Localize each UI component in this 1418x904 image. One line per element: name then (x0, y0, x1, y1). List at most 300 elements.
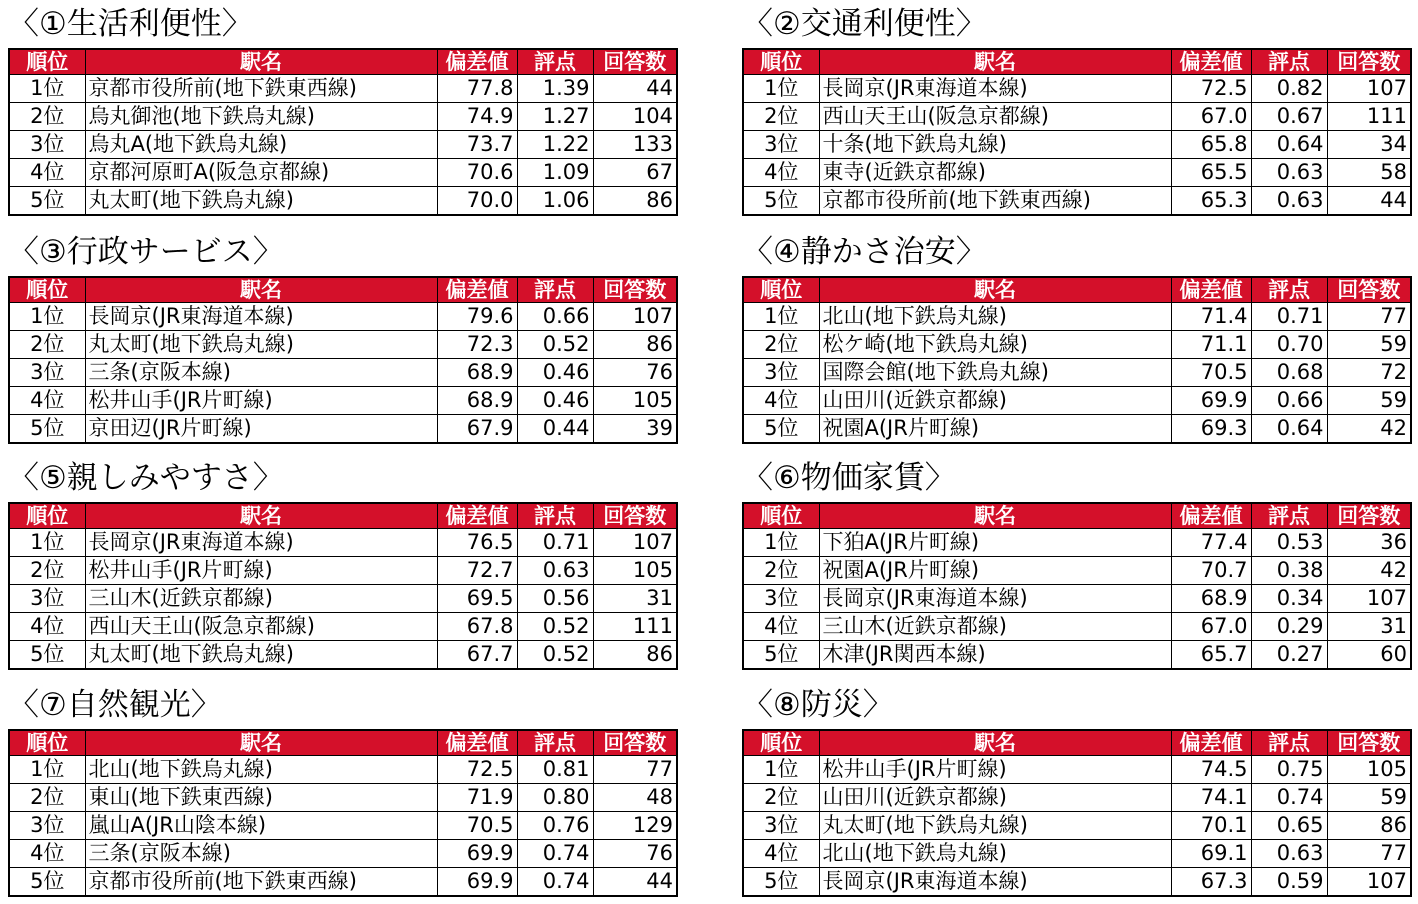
score-cell: 0.59 (1251, 868, 1327, 897)
response-count-cell: 44 (1327, 187, 1411, 216)
response-count-cell: 111 (593, 613, 677, 641)
rank-cell: 4位 (743, 159, 819, 187)
rank-cell: 5位 (9, 187, 85, 216)
table-row (743, 840, 1411, 868)
rank-cell: 4位 (9, 613, 85, 641)
response-count-cell: 44 (593, 75, 677, 103)
header-score: 評点 (1251, 277, 1327, 303)
ranking-table (8, 502, 678, 670)
ranking-table (8, 276, 678, 444)
station-name-cell: 長岡京(JR東海道本線) (85, 303, 437, 331)
header-count: 回答数 (593, 49, 677, 75)
header-deviation: 偏差値 (1171, 503, 1251, 529)
table-row (9, 331, 677, 359)
table-row (9, 756, 677, 784)
header-row (9, 730, 677, 756)
deviation-cell: 69.9 (437, 840, 517, 868)
header-deviation: 偏差値 (1171, 49, 1251, 75)
response-count-cell: 133 (593, 131, 677, 159)
rank-cell: 1位 (9, 756, 85, 784)
table-row (9, 812, 677, 840)
response-count-cell: 60 (1327, 641, 1411, 670)
station-name-cell: 丸太町(地下鉄烏丸線) (85, 641, 437, 670)
deviation-cell: 72.3 (437, 331, 517, 359)
header-score: 評点 (1251, 730, 1327, 756)
deviation-cell: 72.5 (437, 756, 517, 784)
response-count-cell: 105 (1327, 756, 1411, 784)
response-count-cell: 129 (593, 812, 677, 840)
rank-cell: 2位 (743, 557, 819, 585)
score-cell: 0.64 (1251, 415, 1327, 444)
station-name-cell: 西山天王山(阪急京都線) (819, 103, 1171, 131)
score-cell: 0.67 (1251, 103, 1327, 131)
deviation-cell: 72.5 (1171, 75, 1251, 103)
ranking-table (742, 276, 1412, 444)
rank-cell: 5位 (743, 868, 819, 897)
station-name-cell: 長岡京(JR東海道本線) (85, 529, 437, 557)
deviation-cell: 77.8 (437, 75, 517, 103)
section-title: 〈④静かさ治安〉 (742, 234, 987, 270)
header-row (9, 49, 677, 75)
rank-cell: 5位 (9, 868, 85, 897)
table-row (743, 641, 1411, 670)
table-row (9, 187, 677, 216)
section-title: 〈⑥物価家賃〉 (742, 460, 956, 496)
response-count-cell: 59 (1327, 331, 1411, 359)
deviation-cell: 73.7 (437, 131, 517, 159)
deviation-cell: 70.5 (437, 812, 517, 840)
station-name-cell: 松井山手(JR片町線) (819, 756, 1171, 784)
table-row (9, 868, 677, 897)
response-count-cell: 42 (1327, 557, 1411, 585)
rank-cell: 3位 (9, 131, 85, 159)
deviation-cell: 65.7 (1171, 641, 1251, 670)
header-count: 回答数 (593, 503, 677, 529)
header-rank: 順位 (9, 49, 85, 75)
score-cell: 0.63 (517, 557, 593, 585)
station-name-cell: 祝園A(JR片町線) (819, 415, 1171, 444)
header-deviation: 偏差値 (437, 503, 517, 529)
deviation-cell: 67.0 (1171, 613, 1251, 641)
station-name-cell: 長岡京(JR東海道本線) (819, 75, 1171, 103)
deviation-cell: 71.1 (1171, 331, 1251, 359)
rank-cell: 3位 (743, 585, 819, 613)
station-name-cell: 三山木(近鉄京都線) (85, 585, 437, 613)
header-score: 評点 (517, 277, 593, 303)
table-row (9, 103, 677, 131)
score-cell: 0.66 (517, 303, 593, 331)
header-count: 回答数 (593, 730, 677, 756)
response-count-cell: 42 (1327, 415, 1411, 444)
score-cell: 0.29 (1251, 613, 1327, 641)
station-name-cell: 丸太町(地下鉄烏丸線) (819, 812, 1171, 840)
ranking-table (742, 48, 1412, 216)
score-cell: 0.71 (517, 529, 593, 557)
response-count-cell: 72 (1327, 359, 1411, 387)
station-name-cell: 京都市役所前(地下鉄東西線) (85, 868, 437, 897)
header-station: 駅名 (819, 730, 1171, 756)
rank-cell: 2位 (9, 784, 85, 812)
score-cell: 1.09 (517, 159, 593, 187)
station-name-cell: 烏丸A(地下鉄烏丸線) (85, 131, 437, 159)
header-score: 評点 (517, 503, 593, 529)
rank-cell: 2位 (9, 103, 85, 131)
score-cell: 1.39 (517, 75, 593, 103)
station-name-cell: 京田辺(JR片町線) (85, 415, 437, 444)
deviation-cell: 71.9 (437, 784, 517, 812)
rank-cell: 1位 (743, 529, 819, 557)
ranking-table (8, 729, 678, 897)
rank-cell: 4位 (9, 840, 85, 868)
table-row (743, 812, 1411, 840)
deviation-cell: 71.4 (1171, 303, 1251, 331)
deviation-cell: 70.0 (437, 187, 517, 216)
score-cell: 0.80 (517, 784, 593, 812)
response-count-cell: 104 (593, 103, 677, 131)
rank-cell: 5位 (743, 415, 819, 444)
response-count-cell: 107 (593, 529, 677, 557)
table-row (9, 359, 677, 387)
section-title: 〈③行政サービス〉 (8, 234, 284, 270)
deviation-cell: 65.5 (1171, 159, 1251, 187)
header-row (9, 503, 677, 529)
header-station: 駅名 (819, 277, 1171, 303)
score-cell: 0.44 (517, 415, 593, 444)
score-cell: 0.56 (517, 585, 593, 613)
rank-cell: 2位 (743, 784, 819, 812)
station-name-cell: 三山木(近鉄京都線) (819, 613, 1171, 641)
station-name-cell: 山田川(近鉄京都線) (819, 387, 1171, 415)
deviation-cell: 70.7 (1171, 557, 1251, 585)
header-count: 回答数 (1327, 503, 1411, 529)
table-row (743, 131, 1411, 159)
header-deviation: 偏差値 (437, 277, 517, 303)
header-deviation: 偏差値 (437, 730, 517, 756)
section-title: 〈①生活利便性〉 (8, 6, 253, 42)
deviation-cell: 76.5 (437, 529, 517, 557)
response-count-cell: 107 (1327, 75, 1411, 103)
score-cell: 0.46 (517, 387, 593, 415)
deviation-cell: 67.0 (1171, 103, 1251, 131)
response-count-cell: 105 (593, 557, 677, 585)
rank-cell: 1位 (743, 303, 819, 331)
rank-cell: 2位 (9, 331, 85, 359)
station-name-cell: 下狛A(JR片町線) (819, 529, 1171, 557)
rank-cell: 3位 (743, 812, 819, 840)
station-name-cell: 嵐山A(JR山陰本線) (85, 812, 437, 840)
score-cell: 0.63 (1251, 159, 1327, 187)
station-name-cell: 北山(地下鉄烏丸線) (819, 303, 1171, 331)
header-station: 駅名 (85, 49, 437, 75)
score-cell: 0.66 (1251, 387, 1327, 415)
station-name-cell: 山田川(近鉄京都線) (819, 784, 1171, 812)
deviation-cell: 69.9 (437, 868, 517, 897)
rank-cell: 5位 (9, 415, 85, 444)
header-count: 回答数 (1327, 49, 1411, 75)
ranking-section-7 (8, 683, 676, 893)
table-row (9, 529, 677, 557)
response-count-cell: 39 (593, 415, 677, 444)
rank-cell: 5位 (743, 187, 819, 216)
header-count: 回答数 (1327, 730, 1411, 756)
response-count-cell: 107 (1327, 585, 1411, 613)
header-station: 駅名 (85, 503, 437, 529)
table-row (743, 415, 1411, 444)
score-cell: 0.52 (517, 641, 593, 670)
table-row (743, 613, 1411, 641)
table-row (743, 387, 1411, 415)
table-row (9, 641, 677, 670)
score-cell: 0.76 (517, 812, 593, 840)
response-count-cell: 86 (1327, 812, 1411, 840)
table-row (9, 784, 677, 812)
table-row (9, 303, 677, 331)
deviation-cell: 67.7 (437, 641, 517, 670)
table-row (9, 840, 677, 868)
response-count-cell: 105 (593, 387, 677, 415)
response-count-cell: 76 (593, 359, 677, 387)
deviation-cell: 74.9 (437, 103, 517, 131)
score-cell: 0.74 (517, 840, 593, 868)
header-count: 回答数 (1327, 277, 1411, 303)
deviation-cell: 65.3 (1171, 187, 1251, 216)
rank-cell: 1位 (9, 529, 85, 557)
table-row (9, 159, 677, 187)
response-count-cell: 86 (593, 331, 677, 359)
rank-cell: 1位 (9, 303, 85, 331)
ranking-section-5 (8, 456, 676, 666)
ranking-section-2 (742, 2, 1410, 212)
station-name-cell: 烏丸御池(地下鉄烏丸線) (85, 103, 437, 131)
station-name-cell: 東山(地下鉄東西線) (85, 784, 437, 812)
score-cell: 0.75 (1251, 756, 1327, 784)
header-rank: 順位 (743, 503, 819, 529)
rank-cell: 2位 (743, 331, 819, 359)
rank-cell: 3位 (9, 812, 85, 840)
ranking-section-6 (742, 456, 1410, 666)
station-name-cell: 三条(京阪本線) (85, 840, 437, 868)
station-name-cell: 京都市役所前(地下鉄東西線) (819, 187, 1171, 216)
rank-cell: 4位 (743, 387, 819, 415)
score-cell: 0.71 (1251, 303, 1327, 331)
section-title: 〈⑧防災〉 (742, 687, 894, 723)
deviation-cell: 72.7 (437, 557, 517, 585)
station-name-cell: 西山天王山(阪急京都線) (85, 613, 437, 641)
table-row (9, 75, 677, 103)
response-count-cell: 76 (593, 840, 677, 868)
section-title: 〈②交通利便性〉 (742, 6, 987, 42)
station-name-cell: 丸太町(地下鉄烏丸線) (85, 187, 437, 216)
header-score: 評点 (1251, 49, 1327, 75)
table-row (743, 585, 1411, 613)
score-cell: 0.70 (1251, 331, 1327, 359)
response-count-cell: 77 (593, 756, 677, 784)
rank-cell: 4位 (743, 613, 819, 641)
deviation-cell: 68.9 (1171, 585, 1251, 613)
deviation-cell: 67.3 (1171, 868, 1251, 897)
table-row (743, 868, 1411, 897)
table-row (743, 75, 1411, 103)
response-count-cell: 59 (1327, 784, 1411, 812)
table-row (9, 387, 677, 415)
ranking-section-4 (742, 230, 1410, 440)
table-row (743, 103, 1411, 131)
header-rank: 順位 (9, 503, 85, 529)
station-name-cell: 長岡京(JR東海道本線) (819, 868, 1171, 897)
table-row (743, 529, 1411, 557)
station-name-cell: 丸太町(地下鉄烏丸線) (85, 331, 437, 359)
rank-cell: 3位 (9, 585, 85, 613)
rank-cell: 4位 (9, 387, 85, 415)
table-row (743, 159, 1411, 187)
header-rank: 順位 (9, 277, 85, 303)
deviation-cell: 67.8 (437, 613, 517, 641)
score-cell: 1.06 (517, 187, 593, 216)
ranking-section-8 (742, 683, 1410, 893)
station-name-cell: 東寺(近鉄京都線) (819, 159, 1171, 187)
score-cell: 0.38 (1251, 557, 1327, 585)
deviation-cell: 70.5 (1171, 359, 1251, 387)
deviation-cell: 67.9 (437, 415, 517, 444)
response-count-cell: 48 (593, 784, 677, 812)
deviation-cell: 70.1 (1171, 812, 1251, 840)
response-count-cell: 77 (1327, 303, 1411, 331)
response-count-cell: 111 (1327, 103, 1411, 131)
response-count-cell: 59 (1327, 387, 1411, 415)
table-row (743, 756, 1411, 784)
header-rank: 順位 (743, 277, 819, 303)
station-name-cell: 国際会館(地下鉄烏丸線) (819, 359, 1171, 387)
table-row (743, 359, 1411, 387)
score-cell: 0.34 (1251, 585, 1327, 613)
score-cell: 1.27 (517, 103, 593, 131)
header-rank: 順位 (743, 730, 819, 756)
deviation-cell: 69.3 (1171, 415, 1251, 444)
table-row (743, 557, 1411, 585)
response-count-cell: 31 (1327, 613, 1411, 641)
rank-cell: 1位 (743, 756, 819, 784)
header-station: 駅名 (819, 49, 1171, 75)
table-row (743, 303, 1411, 331)
score-cell: 0.52 (517, 613, 593, 641)
header-score: 評点 (517, 49, 593, 75)
score-cell: 0.74 (1251, 784, 1327, 812)
deviation-cell: 69.9 (1171, 387, 1251, 415)
deviation-cell: 79.6 (437, 303, 517, 331)
deviation-cell: 65.8 (1171, 131, 1251, 159)
header-rank: 順位 (743, 49, 819, 75)
deviation-cell: 77.4 (1171, 529, 1251, 557)
score-cell: 0.74 (517, 868, 593, 897)
ranking-table (742, 729, 1412, 897)
response-count-cell: 77 (1327, 840, 1411, 868)
station-name-cell: 松井山手(JR片町線) (85, 557, 437, 585)
station-name-cell: 京都河原町A(阪急京都線) (85, 159, 437, 187)
table-row (9, 557, 677, 585)
response-count-cell: 86 (593, 641, 677, 670)
station-name-cell: 京都市役所前(地下鉄東西線) (85, 75, 437, 103)
header-row (743, 49, 1411, 75)
table-row (743, 187, 1411, 216)
response-count-cell: 107 (593, 303, 677, 331)
ranking-table (742, 502, 1412, 670)
station-name-cell: 北山(地下鉄烏丸線) (819, 840, 1171, 868)
header-deviation: 偏差値 (437, 49, 517, 75)
section-title: 〈⑦自然観光〉 (8, 687, 222, 723)
header-row (743, 730, 1411, 756)
score-cell: 0.68 (1251, 359, 1327, 387)
score-cell: 0.52 (517, 331, 593, 359)
response-count-cell: 36 (1327, 529, 1411, 557)
rank-cell: 1位 (743, 75, 819, 103)
station-name-cell: 松井山手(JR片町線) (85, 387, 437, 415)
rank-cell: 2位 (743, 103, 819, 131)
rank-cell: 5位 (743, 641, 819, 670)
score-cell: 0.53 (1251, 529, 1327, 557)
score-cell: 0.65 (1251, 812, 1327, 840)
ranking-section-3 (8, 230, 676, 440)
rank-cell: 2位 (9, 557, 85, 585)
station-name-cell: 祝園A(JR片町線) (819, 557, 1171, 585)
response-count-cell: 107 (1327, 868, 1411, 897)
deviation-cell: 74.5 (1171, 756, 1251, 784)
rank-cell: 4位 (743, 840, 819, 868)
score-cell: 1.22 (517, 131, 593, 159)
header-station: 駅名 (85, 730, 437, 756)
response-count-cell: 34 (1327, 131, 1411, 159)
deviation-cell: 68.9 (437, 387, 517, 415)
header-row (743, 503, 1411, 529)
station-name-cell: 長岡京(JR東海道本線) (819, 585, 1171, 613)
rank-cell: 3位 (743, 131, 819, 159)
rank-cell: 3位 (743, 359, 819, 387)
rank-cell: 5位 (9, 641, 85, 670)
score-cell: 0.63 (1251, 187, 1327, 216)
table-row (743, 784, 1411, 812)
ranking-table (8, 48, 678, 216)
response-count-cell: 58 (1327, 159, 1411, 187)
score-cell: 0.27 (1251, 641, 1327, 670)
rank-cell: 3位 (9, 359, 85, 387)
station-name-cell: 木津(JR関西本線) (819, 641, 1171, 670)
ranking-section-1 (8, 2, 676, 212)
table-row (9, 415, 677, 444)
rank-cell: 4位 (9, 159, 85, 187)
score-cell: 0.63 (1251, 840, 1327, 868)
deviation-cell: 68.9 (437, 359, 517, 387)
header-row (9, 277, 677, 303)
header-rank: 順位 (9, 730, 85, 756)
table-row (743, 331, 1411, 359)
header-row (743, 277, 1411, 303)
header-score: 評点 (1251, 503, 1327, 529)
station-name-cell: 北山(地下鉄烏丸線) (85, 756, 437, 784)
section-title: 〈⑤親しみやすさ〉 (8, 460, 284, 496)
table-row (9, 613, 677, 641)
table-row (9, 585, 677, 613)
deviation-cell: 69.5 (437, 585, 517, 613)
response-count-cell: 67 (593, 159, 677, 187)
rank-cell: 1位 (9, 75, 85, 103)
station-name-cell: 松ケ崎(地下鉄烏丸線) (819, 331, 1171, 359)
header-station: 駅名 (85, 277, 437, 303)
score-cell: 0.82 (1251, 75, 1327, 103)
header-deviation: 偏差値 (1171, 730, 1251, 756)
score-cell: 0.64 (1251, 131, 1327, 159)
header-station: 駅名 (819, 503, 1171, 529)
score-cell: 0.81 (517, 756, 593, 784)
table-row (9, 131, 677, 159)
